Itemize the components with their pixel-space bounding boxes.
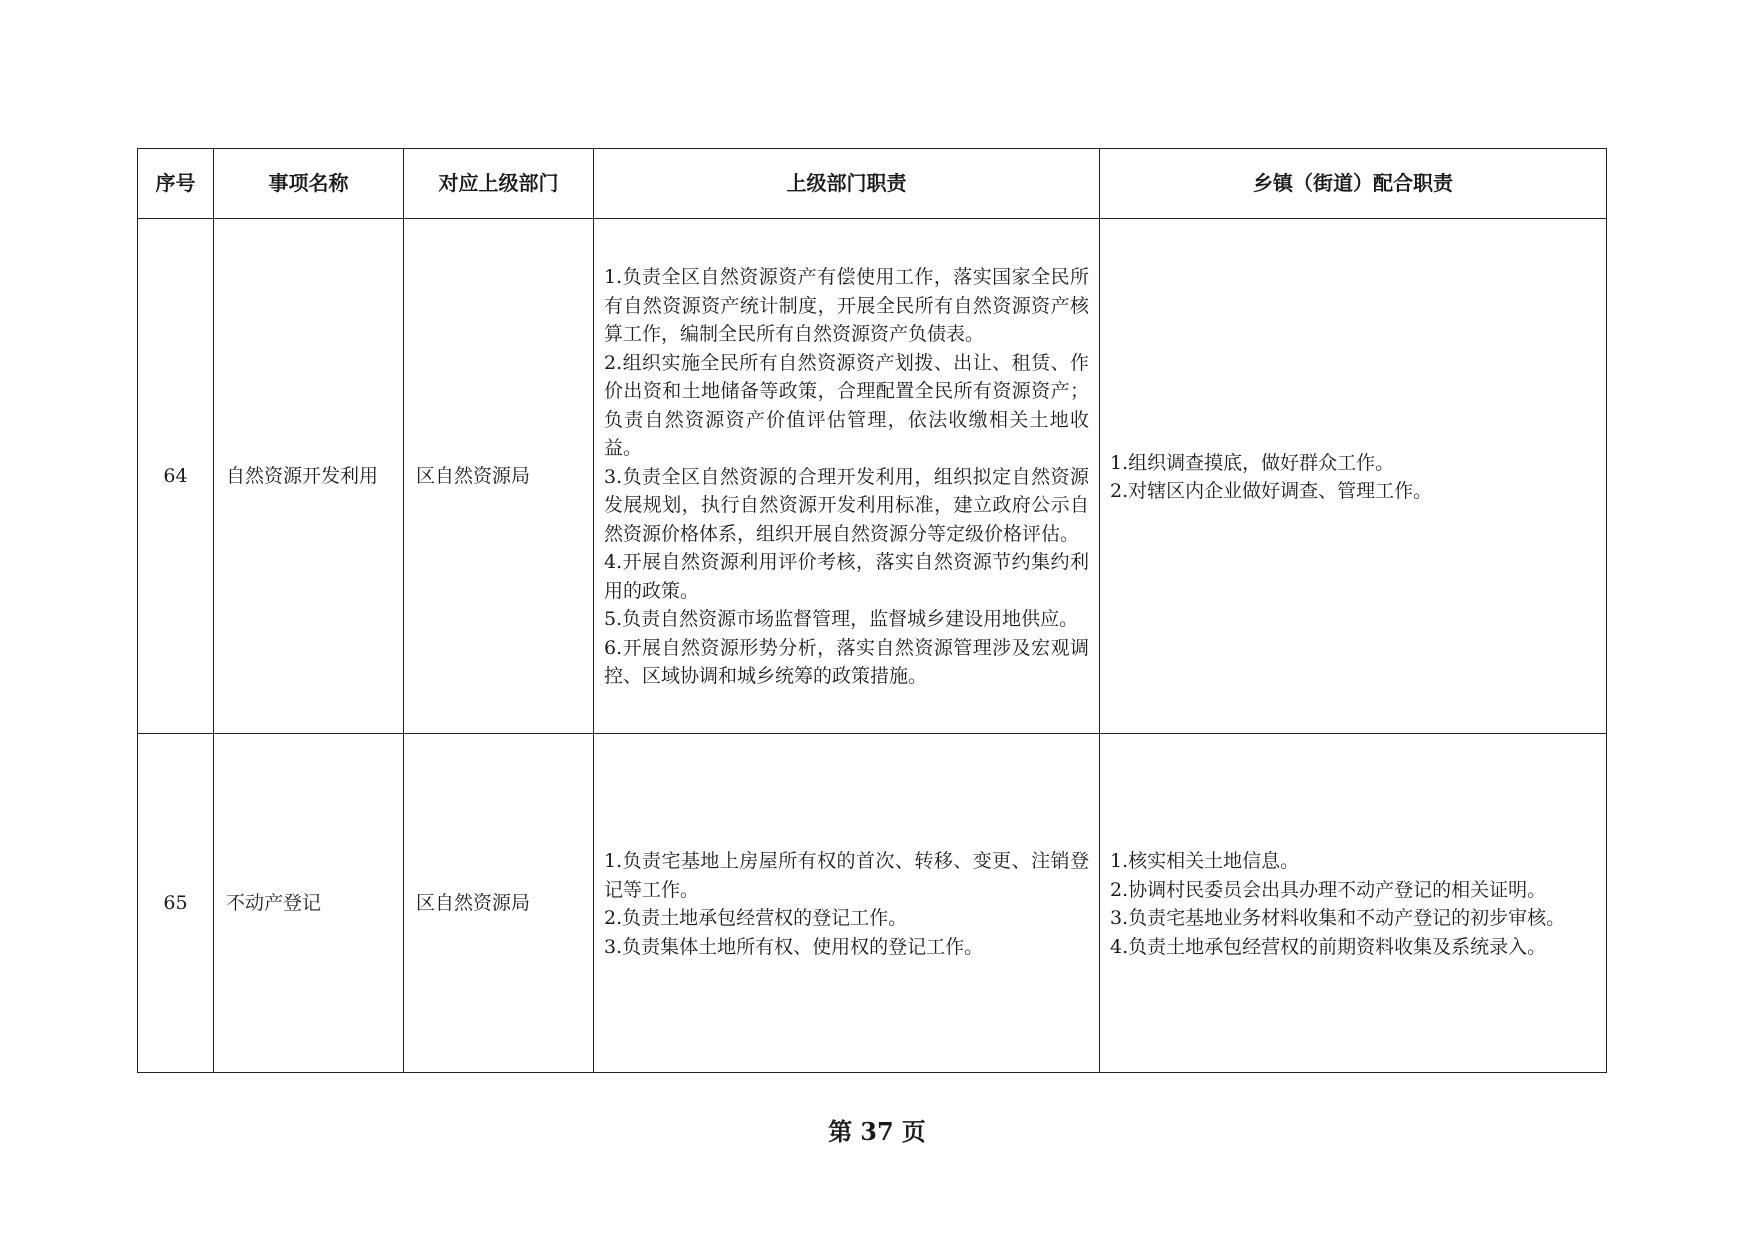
header-township-duties: 乡镇（街道）配合职责 [1100,149,1607,219]
duty-item: 2.组织实施全民所有自然资源资产划拨、出让、租赁、作价出资和土地储备等政策，合理配置全民所有资源资产；负责自然资源资产价值评估管理，依法收缴相关土地收益。 [604,351,1089,460]
row-township-duties [1100,219,1607,734]
row-number: 65 [138,734,214,1073]
cooperation-item: 1.组织调查摸底，做好群众工作。 [1110,451,1395,474]
duty-item: 3.负责全区自然资源的合理开发利用，组织拟定自然资源发展规划，执行自然资源开发利用标准，建立政府公示自然资源价格体系，组织开展自然资源分等定级价格评估。 [604,465,1089,545]
header-item-name: 事项名称 [214,149,404,219]
header-department-duties: 上级部门职责 [594,149,1100,219]
cooperation-item: 3.负责宅基地业务材料收集和不动产登记的初步审核。 [1110,907,1566,929]
page-footer [0,1112,1754,1147]
duty-item: 6.开展自然资源形势分析，落实自然资源管理涉及宏观调控、区域协调和城乡统筹的政策措施。 [604,636,1089,688]
row-item-name: 自然资源开发利用 [214,219,404,734]
duty-table [137,148,1607,1073]
cooperation-item: 2.协调村民委员会出具办理不动产登记的相关证明。 [1110,878,1547,901]
row-number: 64 [138,219,214,734]
duty-item: 5.负责自然资源市场监督管理，监督城乡建设用地供应。 [604,608,1079,631]
cooperation-item: 2.对辖区内企业做好调查、管理工作。 [1110,480,1433,502]
page-number: 37 [860,1117,894,1146]
cooperation-item: 4.负责土地承包经营权的前期资料收集及系统录入。 [1110,935,1547,958]
cooperation-item: 1.核实相关土地信息。 [1110,850,1300,872]
table-row [138,734,1607,1073]
duty-item: 3.负责集体土地所有权、使用权的登记工作。 [604,935,984,958]
row-department: 区自然资源局 [404,219,594,734]
row-department: 区自然资源局 [404,734,594,1073]
row-department-duties [594,734,1100,1073]
duty-item: 4.开展自然资源利用评价考核，落实自然资源节约集约利用的政策。 [604,551,1089,602]
header-department: 对应上级部门 [404,149,594,219]
footer-prefix: 第 [828,1117,853,1146]
duty-item: 1.负责宅基地上房屋所有权的首次、转移、变更、注销登记等工作。 [604,850,1089,901]
header-serial-number: 序号 [138,149,214,219]
table-row [138,219,1607,734]
row-department-duties [594,219,1100,734]
duty-item: 1.负责全区自然资源资产有偿使用工作，落实国家全民所有自然资源资产统计制度，开展全民所有自然资源资产核算工作，编制全民所有自然资源资产负债表。 [604,266,1089,346]
row-township-duties [1100,734,1607,1073]
row-item-name: 不动产登记 [214,734,404,1073]
footer-suffix: 页 [901,1117,926,1146]
table-header-row [138,149,1607,219]
duty-item: 2.负责土地承包经营权的登记工作。 [604,907,908,929]
